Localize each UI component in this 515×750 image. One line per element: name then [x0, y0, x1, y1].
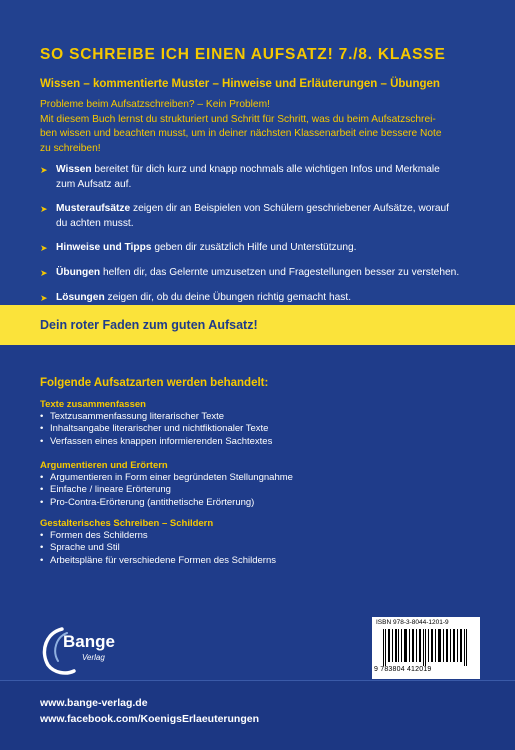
intro-text — [40, 98, 490, 156]
feature-text: helfen dir, das Gelernte umzusetzen und Fragestellungen besser zu verstehen. — [100, 266, 460, 278]
footer-divider — [0, 680, 515, 681]
feature-text: geben dir zusätzlich Hilfe und Unterstützung. — [151, 242, 357, 254]
category-item: • Inhaltsangabe literarischer und nichtfiktionaler Texte — [40, 423, 269, 435]
arrow-icon: ➤ — [40, 292, 48, 303]
feature-keyword: Hinweise und Tipps — [56, 242, 152, 254]
arrow-icon: ➤ — [40, 204, 48, 215]
feature-list — [40, 163, 500, 305]
feature-text: bereitet für dich kurz und knapp nochmals alle wichtigen Infos und Merkmale — [91, 164, 440, 175]
category-title: Texte zusammenfassen — [40, 399, 146, 410]
feature-keyword: Musteraufsätze — [56, 203, 131, 215]
feature-keyword: Wissen — [56, 164, 92, 175]
publisher-name: Bange — [63, 632, 115, 651]
intro-line: Mit diesem Buch lernst du strukturiert und Schritt für Schritt, was du beim Aufsatzschrei- — [40, 113, 436, 125]
feature-text: du achten musst. — [56, 217, 134, 229]
publisher-sub: Verlag — [82, 653, 105, 662]
facebook-link[interactable]: www.facebook.com/KoenigsErlaeuterungen — [40, 713, 259, 725]
essay-category — [40, 518, 480, 567]
category-item: • Arbeitspläne für verschiedene Formen des Schilderns — [40, 554, 277, 566]
tagline: Dein roter Faden zum guten Aufsatz! — [40, 318, 258, 332]
category-item: • Textzusammenfassung literarischer Texte — [40, 411, 225, 422]
isbn-barcode — [372, 617, 480, 679]
category-item: • Einfache / lineare Erörterung — [40, 484, 171, 496]
category-item: • Sprache und Stil — [40, 542, 120, 554]
category-title: Argumentieren und Erörtern — [40, 460, 168, 471]
isbn-number: ISBN 978-3-8044-1201-9 — [376, 619, 449, 626]
barcode-digits: 9 783804 412019 — [374, 666, 432, 673]
feature-keyword: Übungen — [56, 266, 101, 278]
feature-item — [40, 291, 500, 306]
intro-line: ben wissen und beachten musst, um in deiner nächsten Klassenarbeit eine bessere Note — [40, 128, 442, 140]
feature-item — [40, 163, 500, 192]
essay-types-heading: Folgende Aufsatzarten werden behandelt: — [40, 377, 269, 389]
feature-text: zeigen dir an Beispielen von Schülern geschriebener Aufsätze, worauf — [130, 203, 450, 215]
feature-text: zeigen dir, ob du deine Übungen richtig gemacht hast. — [104, 291, 352, 303]
feature-item — [40, 202, 500, 231]
website-link[interactable]: www.bange-verlag.de — [40, 697, 148, 709]
intro-line: zu schreiben! — [40, 142, 101, 154]
essay-category — [40, 399, 480, 448]
category-item: • Pro-Contra-Erörterung (antithetische Erörterung) — [40, 496, 255, 508]
barcode-icon — [377, 629, 475, 666]
category-item: • Argumentieren in Form einer begründeten Stellungnahme — [40, 472, 293, 483]
category-title: Gestalterisches Schreiben – Schildern — [40, 518, 214, 529]
feature-keyword: Lösungen — [56, 291, 105, 303]
category-item: • Formen des Schilderns — [40, 530, 148, 541]
feature-item — [40, 241, 500, 256]
cover-subtitle: Wissen – kommentierte Muster – Hinweise und Erläuterungen – Übungen — [40, 78, 440, 90]
cover-title: SO SCHREIBE ICH EINEN AUFSATZ! 7./8. KLASSE — [40, 46, 446, 63]
feature-item — [40, 266, 500, 281]
arrow-icon: ➤ — [40, 267, 48, 278]
essay-category — [40, 460, 480, 509]
category-item: • Verfassen eines knappen informierenden Sachtextes — [40, 435, 273, 447]
intro-line: Probleme beim Aufsatzschreiben? – Kein Problem! — [40, 99, 270, 110]
feature-text: zum Aufsatz auf. — [56, 178, 132, 190]
arrow-icon: ➤ — [40, 243, 48, 254]
arrow-icon: ➤ — [40, 165, 48, 175]
tagline-band — [0, 305, 515, 345]
